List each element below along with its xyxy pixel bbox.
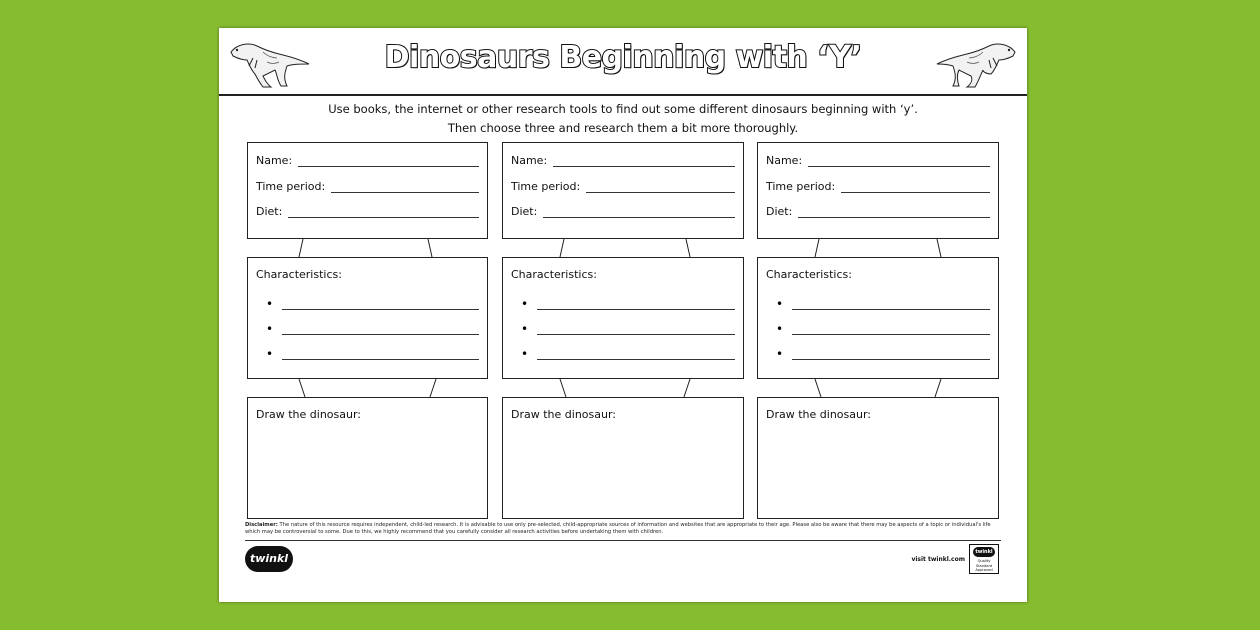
bullet-write-line[interactable]	[537, 324, 735, 335]
twinkl-logo: twinkl	[245, 546, 293, 572]
bullet-write-line[interactable]	[792, 324, 990, 335]
characteristics-box-3	[757, 257, 999, 379]
connector-1b	[247, 379, 488, 397]
characteristics-box-2	[502, 257, 744, 379]
info-box-3	[757, 142, 999, 239]
bullet-point: •	[521, 297, 529, 311]
worksheet-header	[219, 28, 1027, 96]
bullet-write-line[interactable]	[792, 299, 990, 310]
bullet-point: •	[521, 347, 529, 361]
name-label: Name:	[511, 154, 548, 167]
characteristics-label: Characteristics:	[256, 268, 342, 281]
characteristic-bullet-3[interactable]	[266, 346, 479, 360]
badge-text: Quality Standard Approved	[975, 559, 993, 572]
name-write-line[interactable]	[298, 154, 479, 167]
instructions	[219, 100, 1027, 138]
time-period-field-2[interactable]	[511, 177, 735, 193]
time-period-write-line[interactable]	[586, 180, 735, 193]
characteristic-bullet-1[interactable]	[521, 296, 735, 310]
instructions-line-1: Use books, the internet or other research tools to find out some different dinosaurs beginning with ‘y’.	[328, 102, 918, 116]
bullet-write-line[interactable]	[792, 349, 990, 360]
diet-label: Diet:	[511, 205, 538, 218]
bullet-point: •	[266, 347, 274, 361]
time-period-label: Time period:	[511, 180, 581, 193]
bullet-point: •	[266, 322, 274, 336]
name-write-line[interactable]	[808, 154, 990, 167]
time-period-field-3[interactable]	[766, 177, 990, 193]
diet-label: Diet:	[256, 205, 283, 218]
connector-3b	[757, 379, 999, 397]
name-field-2[interactable]	[511, 151, 735, 167]
bullet-write-line[interactable]	[282, 299, 479, 310]
characteristic-bullet-1[interactable]	[776, 296, 990, 310]
time-period-label: Time period:	[256, 180, 326, 193]
bullet-write-line[interactable]	[282, 324, 479, 335]
bullet-point: •	[521, 322, 529, 336]
draw-label: Draw the dinosaur:	[766, 408, 871, 421]
draw-label: Draw the dinosaur:	[511, 408, 616, 421]
draw-box-3[interactable]	[757, 397, 999, 519]
connector-2b	[502, 379, 744, 397]
bullet-write-line[interactable]	[282, 349, 479, 360]
name-label: Name:	[766, 154, 803, 167]
info-box-2	[502, 142, 744, 239]
characteristic-bullet-2[interactable]	[776, 321, 990, 335]
characteristic-bullet-2[interactable]	[521, 321, 735, 335]
disclaimer-label: Disclaimer:	[245, 522, 278, 528]
badge-logo: twinkl	[973, 547, 995, 557]
name-write-line[interactable]	[553, 154, 735, 167]
instructions-line-2: Then choose three and research them a bit more thoroughly.	[447, 121, 799, 135]
time-period-write-line[interactable]	[841, 180, 990, 193]
disclaimer	[245, 522, 1005, 536]
characteristics-label: Characteristics:	[511, 268, 597, 281]
visit-link[interactable]: visit twinkl.com	[911, 556, 965, 563]
draw-box-2[interactable]	[502, 397, 744, 519]
bullet-point: •	[266, 297, 274, 311]
name-label: Name:	[256, 154, 293, 167]
time-period-write-line[interactable]	[331, 180, 479, 193]
characteristic-bullet-1[interactable]	[266, 296, 479, 310]
diet-write-line[interactable]	[543, 205, 735, 218]
bullet-point: •	[776, 347, 784, 361]
connector-3a	[757, 239, 999, 257]
bullet-point: •	[776, 322, 784, 336]
worksheet-page	[219, 28, 1027, 602]
diet-field-2[interactable]	[511, 202, 735, 218]
diet-field-3[interactable]	[766, 202, 990, 218]
quality-badge-icon	[969, 544, 999, 574]
bullet-write-line[interactable]	[537, 349, 735, 360]
diet-label: Diet:	[766, 205, 793, 218]
characteristic-bullet-3[interactable]	[776, 346, 990, 360]
disclaimer-text: The nature of this resource requires independent, child-led research. It is advisable to use only pre-selected, child-appropriate sources of information and websites that are appropriate to their age. Please also be aware that there may be aspects of a topic or individual's life which may be controversial to some. Due to this, we highly recommend that you carefully consider all research activities before undertaking them with children.	[245, 522, 991, 535]
draw-box-1[interactable]	[247, 397, 488, 519]
characteristic-bullet-3[interactable]	[521, 346, 735, 360]
characteristics-label: Characteristics:	[766, 268, 852, 281]
diet-field-1[interactable]	[256, 202, 479, 218]
draw-label: Draw the dinosaur:	[256, 408, 361, 421]
characteristic-bullet-2[interactable]	[266, 321, 479, 335]
name-field-3[interactable]	[766, 151, 990, 167]
bullet-point: •	[776, 297, 784, 311]
info-box-1	[247, 142, 488, 239]
time-period-field-1[interactable]	[256, 177, 479, 193]
name-field-1[interactable]	[256, 151, 479, 167]
diet-write-line[interactable]	[798, 205, 990, 218]
worksheet-title: Dinosaurs Beginning with ‘Y’	[384, 40, 862, 75]
diet-write-line[interactable]	[288, 205, 479, 218]
connector-2a	[502, 239, 744, 257]
footer-divider	[245, 540, 1001, 541]
characteristics-box-1	[247, 257, 488, 379]
connector-1a	[247, 239, 488, 257]
bullet-write-line[interactable]	[537, 299, 735, 310]
time-period-label: Time period:	[766, 180, 836, 193]
